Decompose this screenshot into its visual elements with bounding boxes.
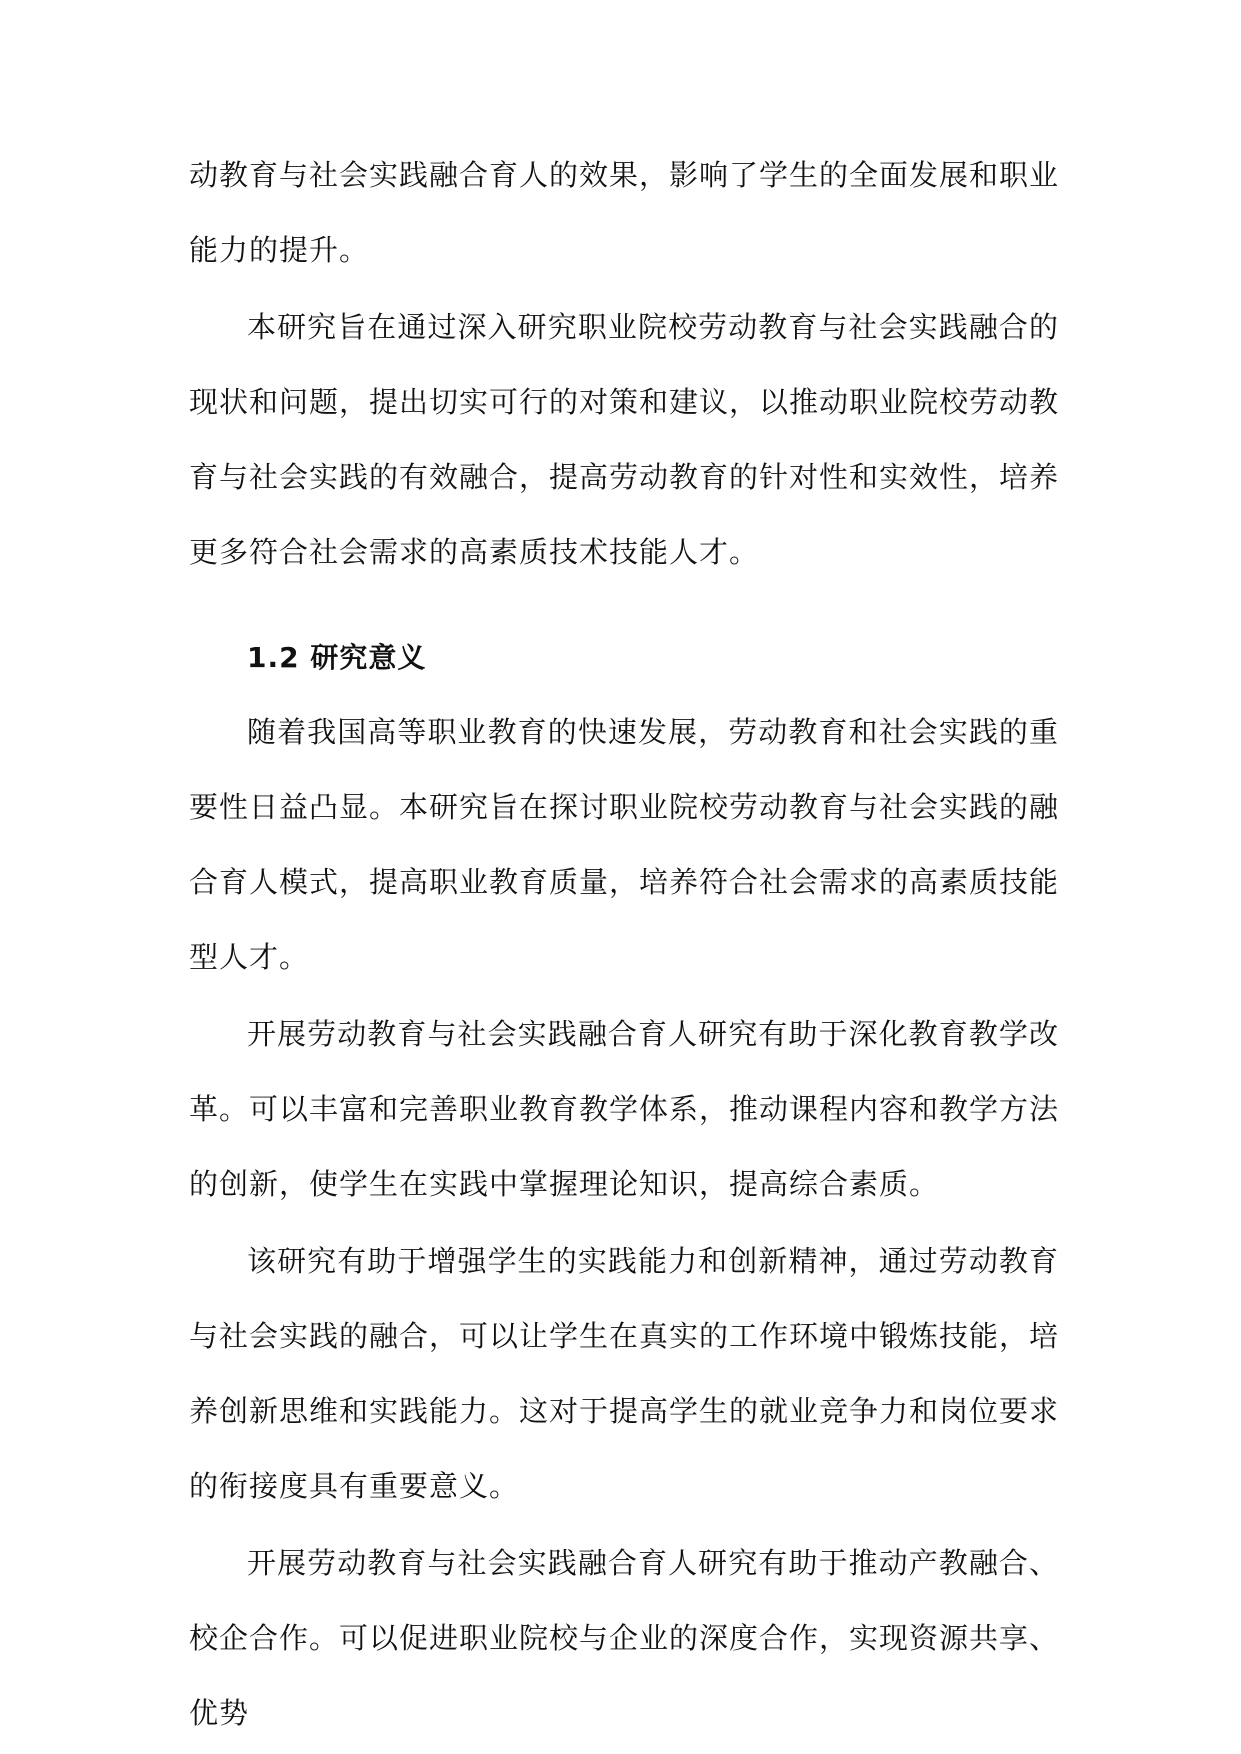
document-body bbox=[189, 138, 1059, 1751]
paragraph-continued: 动教育与社会实践融合育人的效果，影响了学生的全面发展和职业能力的提升。 bbox=[189, 158, 1060, 267]
paragraph-significance-2: 开展劳动教育与社会实践融合育人研究有助于深化教育教学改革。可以丰富和完善职业教育教学体系，推动课程内容和教学方法的创新，使学生在实践中掌握理论知识，提高综合素质。 bbox=[189, 1017, 1060, 1201]
section-heading: 1.2 研究意义 bbox=[247, 641, 427, 674]
paragraph-research-purpose: 本研究旨在通过深入研究职业院校劳动教育与社会实践融合的现状和问题，提出切实可行的对策和建议，以推动职业院校劳动教育与社会实践的有效融合，提高劳动教育的针对性和实效性，培养更多符合社会需求的高素质技术技能人才。 bbox=[189, 310, 1060, 569]
paragraph-significance-1: 随着我国高等职业教育的快速发展，劳动教育和社会实践的重要性日益凸显。本研究旨在探讨职业院校劳动教育与社会实践的融合育人模式，提高职业教育质量，培养符合社会需求的高素质技能型人才。 bbox=[189, 715, 1060, 974]
paragraph-significance-3: 该研究有助于增强学生的实践能力和创新精神，通过劳动教育与社会实践的融合，可以让学生在真实的工作环境中锻炼技能，培养创新思维和实践能力。这对于提高学生的就业竞争力和岗位要求的衔接度具有重要意义。 bbox=[189, 1244, 1060, 1503]
paragraph-significance-4: 开展劳动教育与社会实践融合育人研究有助于推动产教融合、校企合作。可以促进职业院校与企业的深度合作，实现资源共享、优势 bbox=[189, 1546, 1060, 1730]
